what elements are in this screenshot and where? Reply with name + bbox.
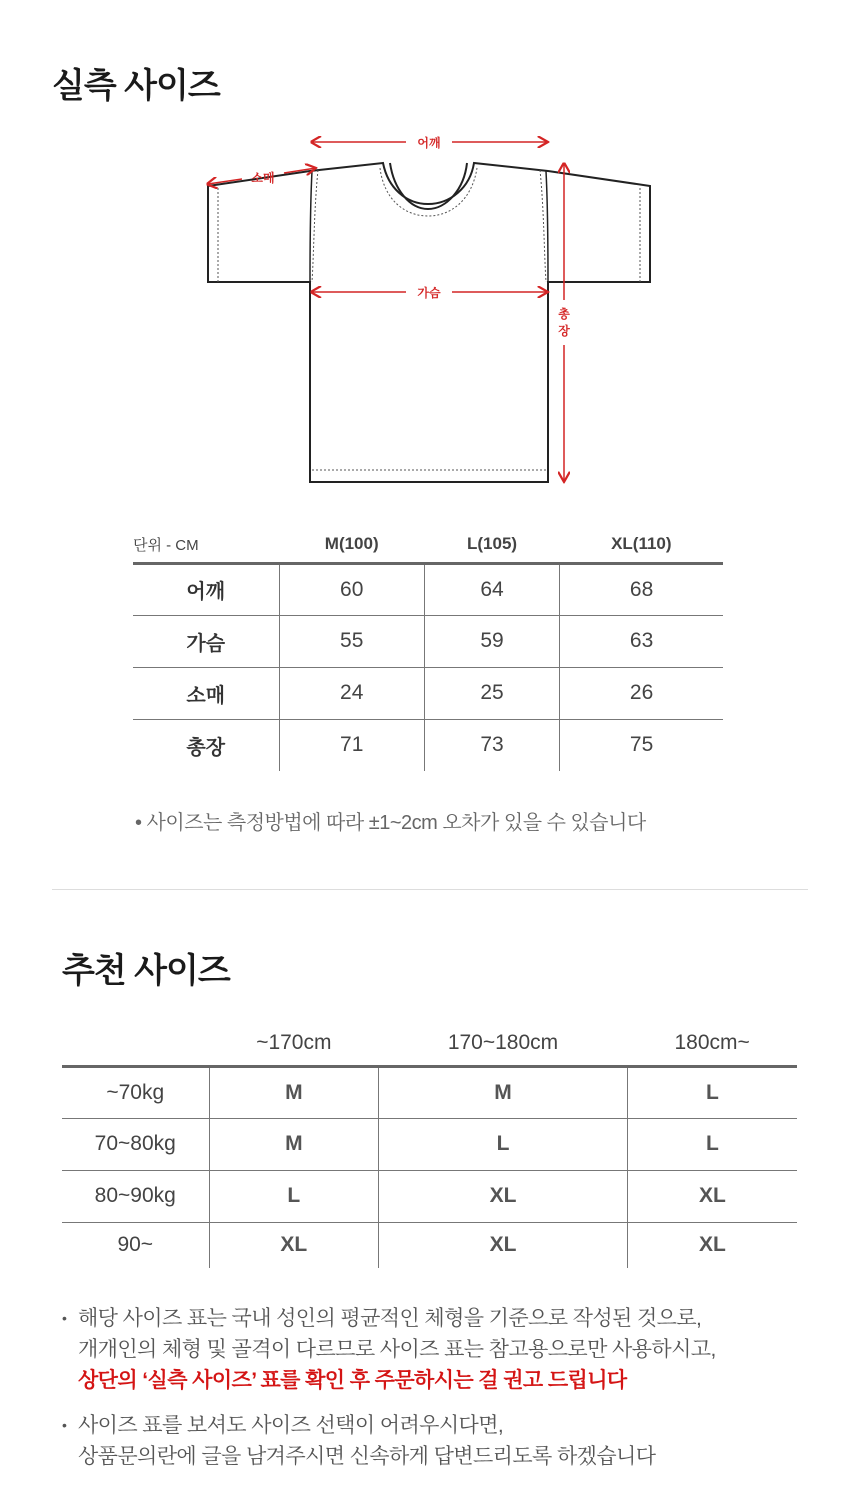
measurement-tolerance-note: • 사이즈는 측정방법에 따라 ±1~2cm 오차가 있을 수 있습니다 bbox=[135, 812, 646, 834]
table-row bbox=[62, 1118, 797, 1170]
height-column-header: 180cm~ bbox=[627, 1022, 797, 1066]
recommended-size-title: 추천 사이즈 bbox=[62, 952, 230, 990]
shoulder-label: 어깨 bbox=[417, 136, 441, 150]
table-row bbox=[62, 1170, 797, 1222]
bullet-icon: • bbox=[62, 1310, 67, 1326]
tshirt-outline bbox=[208, 163, 650, 482]
table-row bbox=[62, 1066, 797, 1118]
measured-size-table bbox=[133, 527, 723, 771]
table-cell: 24 bbox=[279, 667, 424, 719]
table-cell: XL bbox=[627, 1170, 797, 1222]
length-label-top: 총 bbox=[558, 307, 570, 321]
table-cell: L bbox=[627, 1066, 797, 1118]
note-line: 사이즈 표를 보셔도 사이즈 선택이 어려우시다면, bbox=[78, 1414, 504, 1437]
inquiry-note bbox=[62, 1410, 655, 1472]
length-label-bottom: 장 bbox=[558, 324, 570, 338]
rec-table-corner bbox=[62, 1022, 209, 1066]
size-column-header: XL(110) bbox=[560, 527, 723, 563]
table-row bbox=[133, 615, 723, 667]
table-cell: M bbox=[209, 1118, 379, 1170]
section-divider bbox=[52, 889, 808, 890]
table-cell: 68 bbox=[560, 563, 723, 615]
table-cell: M bbox=[379, 1066, 628, 1118]
tshirt-measurement-diagram bbox=[0, 120, 860, 500]
weight-row-label: ~70kg bbox=[62, 1066, 209, 1118]
table-cell: L bbox=[379, 1118, 628, 1170]
size-column-header: L(105) bbox=[424, 527, 559, 563]
table-cell: L bbox=[627, 1118, 797, 1170]
size-column-header: M(100) bbox=[279, 527, 424, 563]
row-label: 어깨 bbox=[133, 563, 279, 615]
height-column-header: 170~180cm bbox=[379, 1022, 628, 1066]
note-line: 상품문의란에 글을 남겨주시면 신속하게 답변드리도록 하겠습니다 bbox=[78, 1445, 656, 1468]
table-cell: M bbox=[209, 1066, 379, 1118]
table-cell: 71 bbox=[279, 719, 424, 771]
size-guide-note bbox=[62, 1303, 716, 1396]
weight-row-label: 70~80kg bbox=[62, 1118, 209, 1170]
table-row bbox=[133, 719, 723, 771]
table-cell: 64 bbox=[424, 563, 559, 615]
sleeve-label: 소매 bbox=[251, 171, 275, 185]
height-column-header: ~170cm bbox=[209, 1022, 379, 1066]
table-cell: XL bbox=[209, 1222, 379, 1268]
bullet-icon: • bbox=[62, 1417, 67, 1433]
unit-label: 단위 - CM bbox=[133, 527, 279, 563]
table-cell: 59 bbox=[424, 615, 559, 667]
row-label: 가슴 bbox=[133, 615, 279, 667]
row-label: 총장 bbox=[133, 719, 279, 771]
table-row bbox=[133, 563, 723, 615]
row-label: 소매 bbox=[133, 667, 279, 719]
chest-label: 가슴 bbox=[417, 286, 441, 300]
table-cell: 25 bbox=[424, 667, 559, 719]
table-cell: L bbox=[209, 1170, 379, 1222]
note-line: 해당 사이즈 표는 국내 성인의 평균적인 체형을 기준으로 작성된 것으로, bbox=[78, 1307, 702, 1330]
table-row bbox=[62, 1222, 797, 1268]
table-cell: XL bbox=[379, 1170, 628, 1222]
table-cell: XL bbox=[698, 1233, 726, 1257]
table-cell: XL bbox=[379, 1222, 628, 1268]
note-line: 개개인의 체형 및 골격이 다르므로 사이즈 표는 참고용으로만 사용하시고, bbox=[78, 1338, 716, 1361]
table-cell: 60 bbox=[279, 563, 424, 615]
recommended-size-table bbox=[62, 1022, 797, 1268]
table-cell: 73 bbox=[424, 719, 559, 771]
size-table-header-row bbox=[133, 527, 723, 563]
table-cell: 26 bbox=[560, 667, 723, 719]
table-cell: 63 bbox=[560, 615, 723, 667]
weight-row-label: 90~ bbox=[62, 1222, 209, 1268]
rec-table-header-row bbox=[62, 1022, 797, 1066]
table-row bbox=[133, 667, 723, 719]
table-cell: 75 bbox=[629, 733, 654, 757]
note-warning-line: 상단의 ‘실측 사이즈’ 표를 확인 후 주문하시는 걸 권고 드립니다 bbox=[78, 1369, 627, 1392]
table-cell: 55 bbox=[279, 615, 424, 667]
weight-row-label: 80~90kg bbox=[62, 1170, 209, 1222]
measured-size-title: 실측 사이즈 bbox=[52, 67, 220, 105]
